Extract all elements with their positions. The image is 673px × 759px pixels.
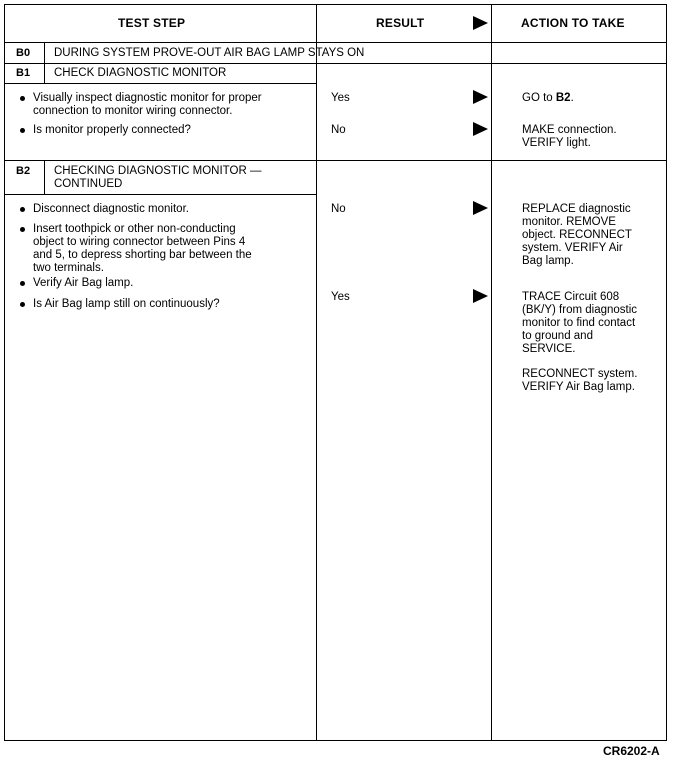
b0-code: B0: [16, 47, 31, 59]
b2-bullet-3: Verify Air Bag lamp.: [33, 277, 134, 289]
b1-bullet-2: Is monitor properly connected?: [33, 124, 191, 136]
column-divider-result: [316, 4, 317, 741]
b1-result-no: No: [331, 124, 346, 136]
b1-bullet-1-line-2: connection to monitor wiring connector.: [33, 105, 233, 117]
b2-action-3-line-2: VERIFY Air Bag lamp.: [522, 381, 635, 393]
header-arrow-icon: [473, 16, 488, 30]
b2-result-yes: Yes: [331, 291, 350, 303]
bullet-icon: [20, 128, 25, 133]
bullet-icon: [20, 302, 25, 307]
b2-bullet-1: Disconnect diagnostic monitor.: [33, 203, 189, 215]
b0-span-cover-2: [493, 44, 665, 62]
b1-code-divider: [44, 63, 45, 83]
b2-bullet-4: Is Air Bag lamp still on continuously?: [33, 298, 220, 310]
b2-result-no: No: [331, 203, 346, 215]
b1-row-bottom: [4, 160, 667, 161]
b2-action-2-line-3: monitor to find contact: [522, 317, 636, 329]
b1-bullet-1-line-1: Visually inspect diagnostic monitor for proper: [33, 92, 262, 104]
b2-action-1-line-5: Bag lamp.: [522, 255, 574, 267]
b1-code: B1: [16, 67, 31, 79]
bullet-icon: [20, 96, 25, 101]
b0-code-divider: [44, 42, 45, 63]
b1-action-2-line-1: MAKE connection.: [522, 124, 617, 136]
b2-code-divider: [44, 160, 45, 194]
bullet-icon: [20, 281, 25, 286]
b1-title-bottom: [4, 83, 316, 84]
b2-bullet-2-line-2: object to wiring connector between Pins 4: [33, 236, 246, 248]
header-divider: [4, 42, 667, 43]
bullet-icon: [20, 227, 25, 232]
b2-title-bottom: [4, 194, 316, 195]
b2-action-2-line-2: (BK/Y) from diagnostic: [522, 304, 638, 316]
b2-bullet-2-line-4: two terminals.: [33, 262, 104, 274]
b2-action-1-line-4: system. VERIFY Air: [522, 242, 623, 254]
b0-row-bottom: [4, 63, 667, 64]
b2-title-line-1: CHECKING DIAGNOSTIC MONITOR —: [54, 165, 262, 177]
b2-bullet-2-line-1: Insert toothpick or other non-conducting: [33, 223, 236, 235]
b2-action-2-line-1: TRACE Circuit 608: [522, 291, 620, 303]
b2-action-1-line-3: object. RECONNECT: [522, 229, 632, 241]
header-result: RESULT: [376, 16, 425, 30]
b2-bullet-2-line-3: and 5, to depress shorting bar between the: [33, 249, 252, 261]
b2-action-2-line-4: to ground and: [522, 330, 593, 342]
header-action: ACTION TO TAKE: [521, 16, 625, 30]
b1-title: CHECK DIAGNOSTIC MONITOR: [54, 67, 227, 79]
figure-reference: CR6202-A: [603, 744, 660, 758]
b1-action-2-line-2: VERIFY light.: [522, 137, 591, 149]
arrow-icon: [473, 289, 488, 303]
b0-title-overlay: DURING SYSTEM PROVE-OUT AIR BAG LAMP STAYS ON: [54, 47, 365, 59]
b1-result-yes: Yes: [331, 92, 350, 104]
column-divider-action: [491, 4, 492, 741]
arrow-icon: [473, 122, 488, 136]
b2-action-2-line-5: SERVICE.: [522, 343, 576, 355]
b2-action-1-line-1: REPLACE diagnostic: [522, 203, 631, 215]
arrow-icon: [473, 201, 488, 215]
b1-action-1: GO to B2.: [522, 92, 574, 104]
bullet-icon: [20, 207, 25, 212]
arrow-icon: [473, 90, 488, 104]
b2-action-3-line-1: RECONNECT system.: [522, 368, 638, 380]
header-test-step: TEST STEP: [118, 16, 186, 30]
b2-action-1-line-2: monitor. REMOVE: [522, 216, 616, 228]
b2-title-line-2: CONTINUED: [54, 178, 123, 190]
b2-code: B2: [16, 165, 31, 177]
